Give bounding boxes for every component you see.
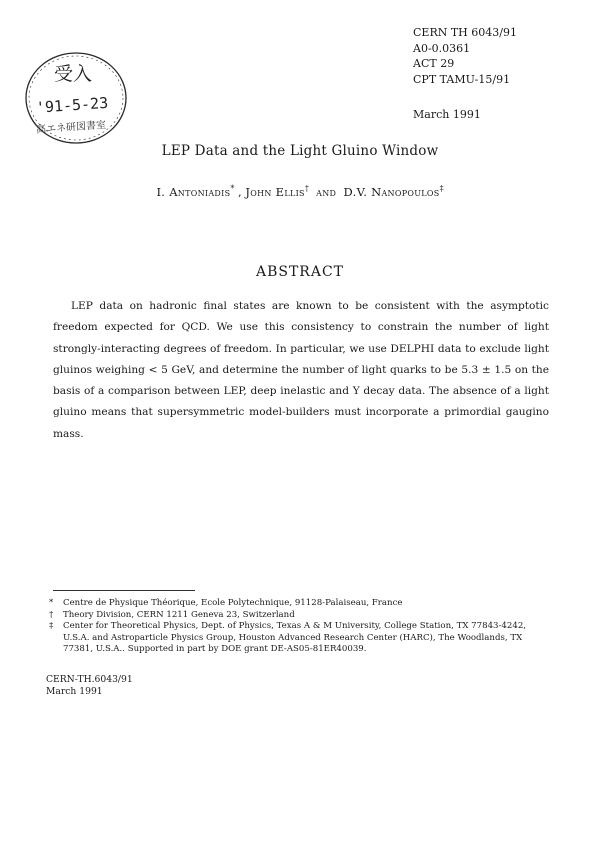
report-number: ACT 29 <box>413 57 455 70</box>
report-number: A0-0.0361 <box>413 41 471 55</box>
footnote-mark: * <box>49 598 54 608</box>
author-conjunction: and <box>316 184 337 199</box>
footnote <box>45 610 550 622</box>
author-name: John Ellis <box>245 184 305 199</box>
footnote-mark: † <box>49 609 54 620</box>
abstract-heading: ABSTRACT <box>255 264 345 280</box>
report-footer-date: March 1991 <box>46 686 103 697</box>
footnote <box>45 621 550 656</box>
footnote-text: Center for Theoretical Physics, Dept. of Physics, Texas A & M University, College Station, TX 77843-4242, U.S.A. and Astroparticle Physics Group, Houston Advanced Research Center (HARC), The Woodlands, TX 77381, U.S.A.. Supported in part by DOE grant DE-AS05-81ER40039. <box>63 621 527 655</box>
footnote-text: Centre de Physique Théorique, Ecole Polytechnique, 91128-Palaiseau, France <box>63 598 403 608</box>
author-line: I. Antoniadis* , John Ellis† and D.V. Nanopoulos‡ <box>156 184 444 199</box>
paper-title: LEP Data and the Light Gluino Window <box>161 143 439 159</box>
report-footer <box>46 674 133 698</box>
footnote-text: Theory Division, CERN 1211 Geneva 23, Switzerland <box>63 609 295 620</box>
preprint-date: March 1991 <box>413 108 481 121</box>
author-name: D.V. Nanopoulos <box>343 184 440 199</box>
footnote <box>45 598 550 610</box>
author-mark: ‡ <box>439 184 444 193</box>
report-numbers <box>413 25 517 87</box>
author-name: I. Antoniadis <box>156 184 231 199</box>
stamp-library: 高エネ研図書室 <box>35 119 107 136</box>
stamp-date: '91-5-23 <box>35 93 109 117</box>
stamp-kanji: 受入 <box>54 63 93 85</box>
author-mark: † <box>304 184 309 193</box>
received-stamp <box>16 40 148 150</box>
abstract-body: LEP data on hadronic final states are known to be consistent with the asymptotic freedom expected for QCD. We use this consistency to constrain the number of light strongly-interacting degrees of freedom. In particular, we use DELPHI data to exclude light gluinos weighing < 5 GeV, and determine the number of light quarks to be 5.3 ± 1.5 on the basis of a comparison between LEP, deep inelastic and Υ decay data. The absence of a light gluino means that supersymmetric model-builders must incorporate a primordial gaugino mass. <box>53 300 549 440</box>
footnote-rule <box>53 590 195 591</box>
report-footer-number: CERN-TH.6043/91 <box>46 674 133 685</box>
report-number: CERN TH 6043/91 <box>413 26 517 39</box>
report-number: CPT TAMU-15/91 <box>413 72 511 86</box>
author-mark: * <box>230 184 235 193</box>
footnotes <box>45 598 550 656</box>
footnote-mark: ‡ <box>49 621 54 632</box>
